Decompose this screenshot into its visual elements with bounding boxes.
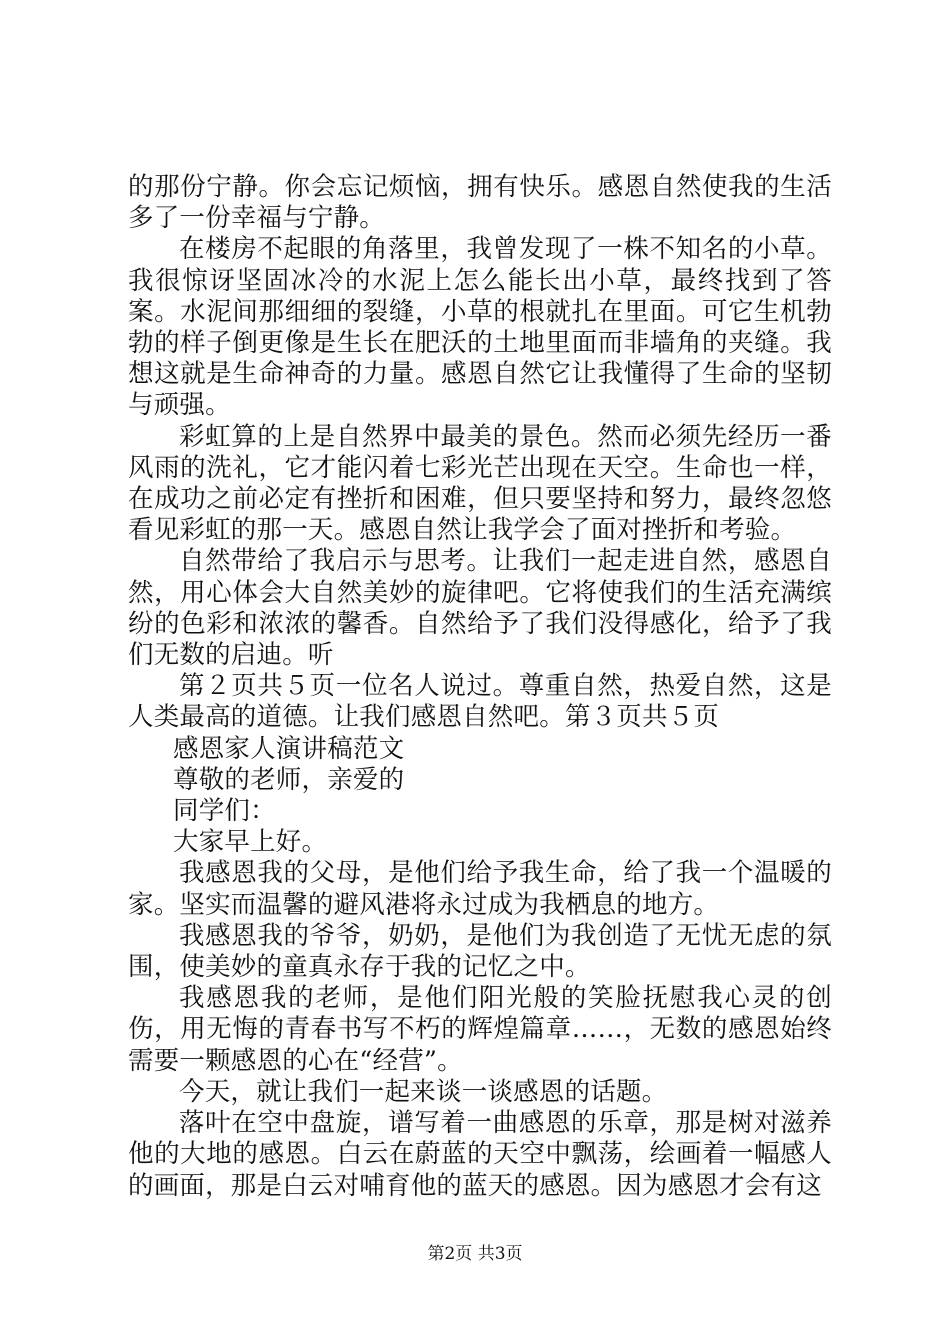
paragraph-topic: 今天，就让我们一起来谈一谈感恩的话题。 [179, 1076, 668, 1107]
paragraph-parents: 我感恩我的父母，是他们给予我生命，给了我一个温暖的家。坚实而温馨的避风港将永过成为我栖息的地方。 [128, 858, 832, 920]
salutation-line-1: 尊敬的老师，亲爱的 [173, 764, 405, 795]
paragraph-5: 第２页共５页一位名人说过。尊重自然，热爱自然，这是人类最高的道德。让我们感恩自然吧。第３页共５页 [128, 671, 832, 733]
page-footer: 第2页 共3页 [427, 1244, 523, 1264]
paragraph-2: 在楼房不起眼的角落里，我曾发现了一株不知名的小草。我很惊讶坚固冰冷的水泥上怎么能长出小草，最终找到了答案。水泥间那细细的裂缝，小草的根就扎在里面。可它生机勃勃的样子倒更像是生长在肥沃的土地里面而非墙角的夹缝。我想这就是生命神奇的力量。感恩自然它让我懂得了生命的坚韧与顽强。 [128, 234, 832, 421]
paragraph-teachers: 我感恩我的老师，是他们阳光般的笑脸抚慰我心灵的创伤，用无悔的青春书写不朽的辉煌篇章……，无数的感恩始终需要一颗感恩的心在“经营”。 [128, 983, 832, 1076]
paragraph-4: 自然带给了我启示与思考。让我们一起走进自然，感恩自然，用心体会大自然美妙的旋律吧。它将使我们的生活充满缤纷的色彩和浓浓的馨香。自然给予了我们没得感化，给予了我们无数的启迪。听 [128, 546, 832, 671]
paragraph-3: 彩虹算的上是自然界中最美的景色。然而必须先经历一番风雨的洗礼，它才能闪着七彩光芒出现在天空。生命也一样，在成功之前必定有挫折和困难，但只要坚持和努力，最终忽悠看见彩虹的那一天。感恩自然让我学会了面对挫折和考验。 [128, 421, 832, 546]
paragraph-1: 的那份宁静。你会忘记烦恼，拥有快乐。感恩自然使我的生活多了一份幸福与宁静。 [128, 172, 832, 234]
paragraph-grandparents: 我感恩我的爷爷，奶奶，是他们为我创造了无忧无虑的氛围，使美妙的童真永存于我的记忆之中。 [128, 920, 832, 983]
salutation-line-2: 同学们： [173, 796, 276, 827]
document-body [128, 172, 832, 1202]
paragraph-leaves: 落叶在空中盘旋，谱写着一曲感恩的乐章，那是树对滋养他的大地的感恩。白云在蔚蓝的天空中飘荡，绘画着一幅感人的画面，那是白云对哺育他的蓝天的感恩。因为感恩才会有这 [128, 1108, 832, 1201]
speech-title: 感恩家人演讲稿范文 [173, 733, 405, 764]
greeting: 大家早上好。 [173, 827, 328, 858]
